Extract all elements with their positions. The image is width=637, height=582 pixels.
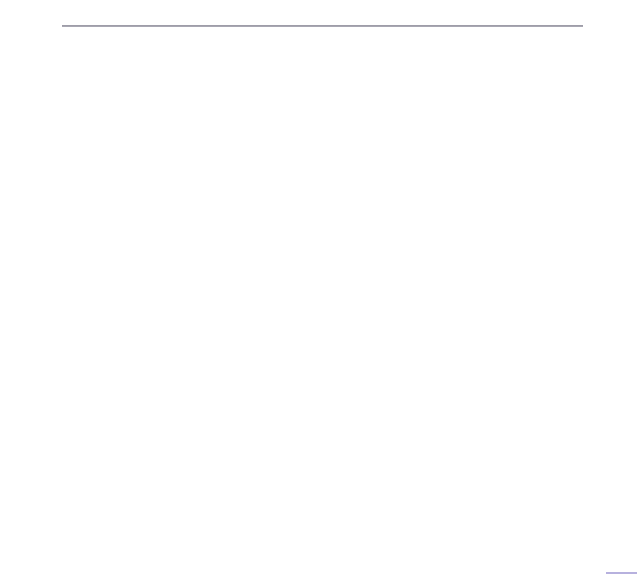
spec-table <box>62 0 583 27</box>
table-header <box>62 0 583 25</box>
table-grid <box>62 25 583 27</box>
page-accent-line <box>606 572 637 574</box>
